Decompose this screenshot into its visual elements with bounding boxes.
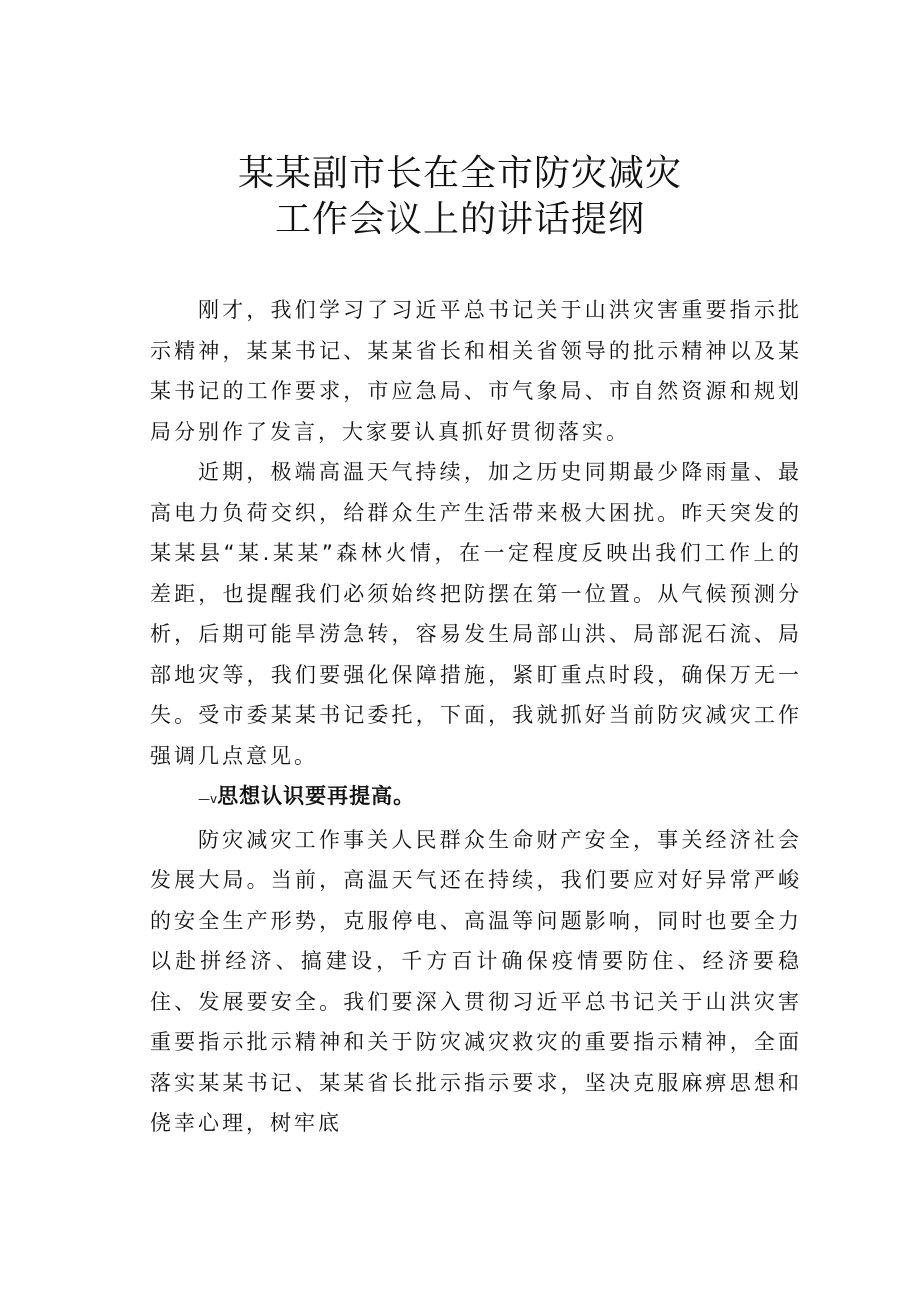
title-line-1: 某某副市长在全市防灾减灾 [237,153,682,194]
document-title [0,151,920,243]
intro-paragraph: 刚才，我们学习了习近平总书记关于山洪灾害重要指示批示精神，某某书记、某某省长和相关省领导的批示精神以及某某书记的工作要求，市应急局、市气象局、市自然资源和规划局分别作了发言，大家要认真抓好贯彻落实。 [150,298,802,444]
section-paragraph: 防灾减灾工作事关人民群众生命财产安全，事关经济社会发展大局。当前，高温天气还在持续，我们要应对好异常严峻的安全生产形势，克服停电、高温等问题影响，同时也要全力以赴拼经济、搞建设，千方百计确保疫情要防住、经济要稳住、发展要安全。我们要深入贯彻习近平总书记关于山洪灾害重要指示批示精神和关于防灾减灾救灾的重要指示精神，全面落实某某书记、某某省长批示指示要求，坚决克服麻痹思想和侥幸心理，树牢底 [150,827,802,1135]
section-heading [150,776,802,820]
document-body [150,290,802,1144]
section-heading-text: 思想认识要再提高。 [217,784,416,808]
title-line-2: 工作会议上的讲话提纲 [274,199,645,240]
section-marker: —v [198,792,218,806]
context-paragraph: 近期，极端高温天气持续，加之历史同期最少降雨量、最高电力负荷交织，给群众生产生活带来极大困扰。昨天突发的某某县“某.某某”森林火情，在一定程度反映出我们工作上的差距，也提醒我们必须始终把防摆在第一位置。从气候预测分析，后期可能旱涝急转，容易发生局部山洪、局部泥石流、局部地灾等，我们要强化保障措施，紧盯重点时段，确保万无一失。受市委某某书记委托，下面，我就抓好当前防灾减灾工作强调几点意见。 [150,460,802,768]
